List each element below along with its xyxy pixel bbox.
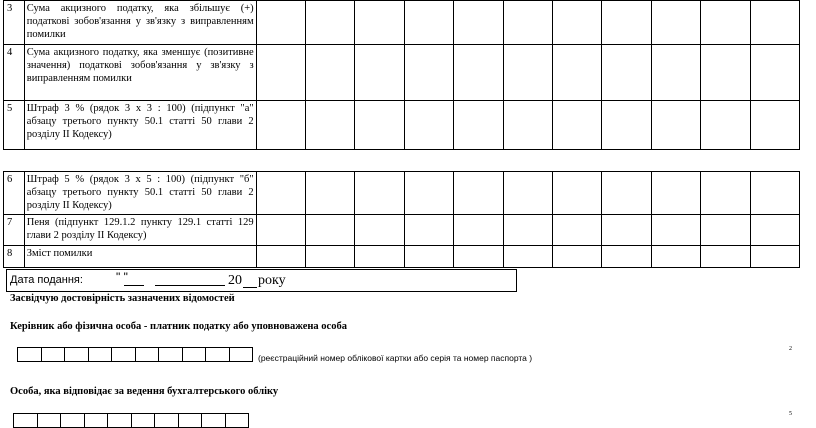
value-cell[interactable] [651,101,700,150]
value-cell[interactable] [602,45,651,101]
value-cell[interactable] [454,101,503,150]
digit-box[interactable] [158,347,183,362]
table-row [4,101,800,150]
value-cell[interactable] [750,45,799,101]
value-cell[interactable] [651,172,700,215]
day-field[interactable] [124,285,144,286]
digit-box[interactable] [84,413,109,428]
value-cell[interactable] [454,45,503,101]
value-cell[interactable] [355,215,404,246]
table-row [4,45,800,101]
value-cell[interactable] [306,172,355,215]
row-text: Сума акцизного податку, яка збільшує (+) податкові зобов'язання у зв'язку з виправленням помилки [24,1,256,45]
value-cell[interactable] [651,246,700,268]
value-cell[interactable] [306,1,355,45]
table-row [4,172,800,215]
digit-box[interactable] [154,413,179,428]
table-top [3,0,800,150]
row-number: 4 [4,45,25,101]
row-number: 3 [4,1,25,45]
value-cell[interactable] [306,215,355,246]
digit-box[interactable] [225,413,250,428]
value-cell[interactable] [602,172,651,215]
value-cell[interactable] [553,45,602,101]
row-text: Штраф 3 % (рядок 3 х 3 : 100) (підпункт "а" абзацу третього пункту 50.1 статті 50 глави 2 розділу II Кодексу) [24,101,256,150]
table-row [4,215,800,246]
value-cell[interactable] [454,1,503,45]
table-row [4,1,800,45]
value-cell[interactable] [701,45,750,101]
value-cell[interactable] [602,101,651,150]
row-number: 7 [4,215,25,246]
value-cell[interactable] [750,215,799,246]
value-cell[interactable] [454,215,503,246]
value-cell[interactable] [404,215,453,246]
value-cell[interactable] [256,215,305,246]
value-cell[interactable] [701,172,750,215]
row-text: Зміст помилки [24,246,256,268]
row-text: Сума акцизного податку, яка зменшує (позитивне значення) податкові зобов'язання у зв'язку з виправленням помилки [24,45,256,101]
footnote-marker: 5 [789,411,792,417]
value-cell[interactable] [404,246,453,268]
value-cell[interactable] [355,1,404,45]
value-cell[interactable] [701,101,750,150]
value-cell[interactable] [256,172,305,215]
value-cell[interactable] [503,45,552,101]
value-cell[interactable] [256,1,305,45]
value-cell[interactable] [404,172,453,215]
value-cell[interactable] [553,215,602,246]
digit-box[interactable] [111,347,136,362]
value-cell[interactable] [404,101,453,150]
value-cell[interactable] [454,172,503,215]
value-cell[interactable] [602,1,651,45]
date-label: Дата подання: [10,274,83,286]
value-cell[interactable] [602,215,651,246]
digit-box[interactable] [135,347,160,362]
value-cell[interactable] [651,45,700,101]
digit-box[interactable] [182,347,207,362]
value-cell[interactable] [256,246,305,268]
digit-box[interactable] [64,347,89,362]
accountant-number-boxes [14,413,249,428]
month-field[interactable] [155,285,225,286]
value-cell[interactable] [651,215,700,246]
value-cell[interactable] [306,101,355,150]
digit-box[interactable] [201,413,226,428]
accountant-label: Особа, яка відповідає за ведення бухгалтерського обліку [10,386,279,397]
year-field[interactable] [243,287,257,288]
digit-box[interactable] [107,413,132,428]
digit-box[interactable] [229,347,254,362]
registration-number-boxes [18,347,253,362]
value-cell[interactable] [256,101,305,150]
digit-box[interactable] [88,347,113,362]
footnote-marker: 2 [789,346,792,352]
date-quote: " " [116,270,128,284]
value-cell[interactable] [701,215,750,246]
century-prefix: 20 [228,273,242,288]
value-cell[interactable] [553,1,602,45]
value-cell[interactable] [701,1,750,45]
table-bottom [3,171,800,268]
digit-box[interactable] [178,413,203,428]
value-cell[interactable] [355,101,404,150]
value-cell[interactable] [454,246,503,268]
value-cell[interactable] [553,246,602,268]
value-cell[interactable] [651,1,700,45]
value-cell[interactable] [306,45,355,101]
value-cell[interactable] [750,101,799,150]
value-cell[interactable] [750,172,799,215]
row-number: 8 [4,246,25,268]
digit-box[interactable] [37,413,62,428]
registration-caption: (реєстраційний номер облікової картки або серія та номер паспорта ) [258,353,533,363]
value-cell[interactable] [701,246,750,268]
value-cell[interactable] [503,246,552,268]
row-number: 5 [4,101,25,150]
row-text: Пеня (підпункт 129.1.2 пункту 129.1 статті 129 глави 2 розділу II Кодексу) [24,215,256,246]
year-label: року [258,273,286,288]
digit-box[interactable] [60,413,85,428]
value-cell[interactable] [355,246,404,268]
value-cell[interactable] [503,101,552,150]
value-cell[interactable] [404,1,453,45]
value-cell[interactable] [256,45,305,101]
value-cell[interactable] [355,172,404,215]
digit-box[interactable] [13,413,38,428]
digit-box[interactable] [17,347,42,362]
value-cell[interactable] [404,45,453,101]
value-cell[interactable] [503,215,552,246]
digit-box[interactable] [131,413,156,428]
table-row [4,246,800,268]
certify-statement: Засвідчую достовірність зазначених відомостей [10,293,235,304]
value-cell[interactable] [750,246,799,268]
row-number: 6 [4,172,25,215]
value-cell[interactable] [750,1,799,45]
head-signatory-label: Керівник або фізична особа - платник податку або уповноважена особа [10,321,347,332]
value-cell[interactable] [553,101,602,150]
row-text: Штраф 5 % (рядок 3 х 5 : 100) (підпункт "б" абзацу третього пункту 50.1 статті 50 глави 2 розділу II Кодексу) [24,172,256,215]
value-cell[interactable] [355,45,404,101]
digit-box[interactable] [41,347,66,362]
value-cell[interactable] [553,172,602,215]
value-cell[interactable] [602,246,651,268]
value-cell[interactable] [503,1,552,45]
value-cell[interactable] [503,172,552,215]
digit-box[interactable] [205,347,230,362]
value-cell[interactable] [306,246,355,268]
